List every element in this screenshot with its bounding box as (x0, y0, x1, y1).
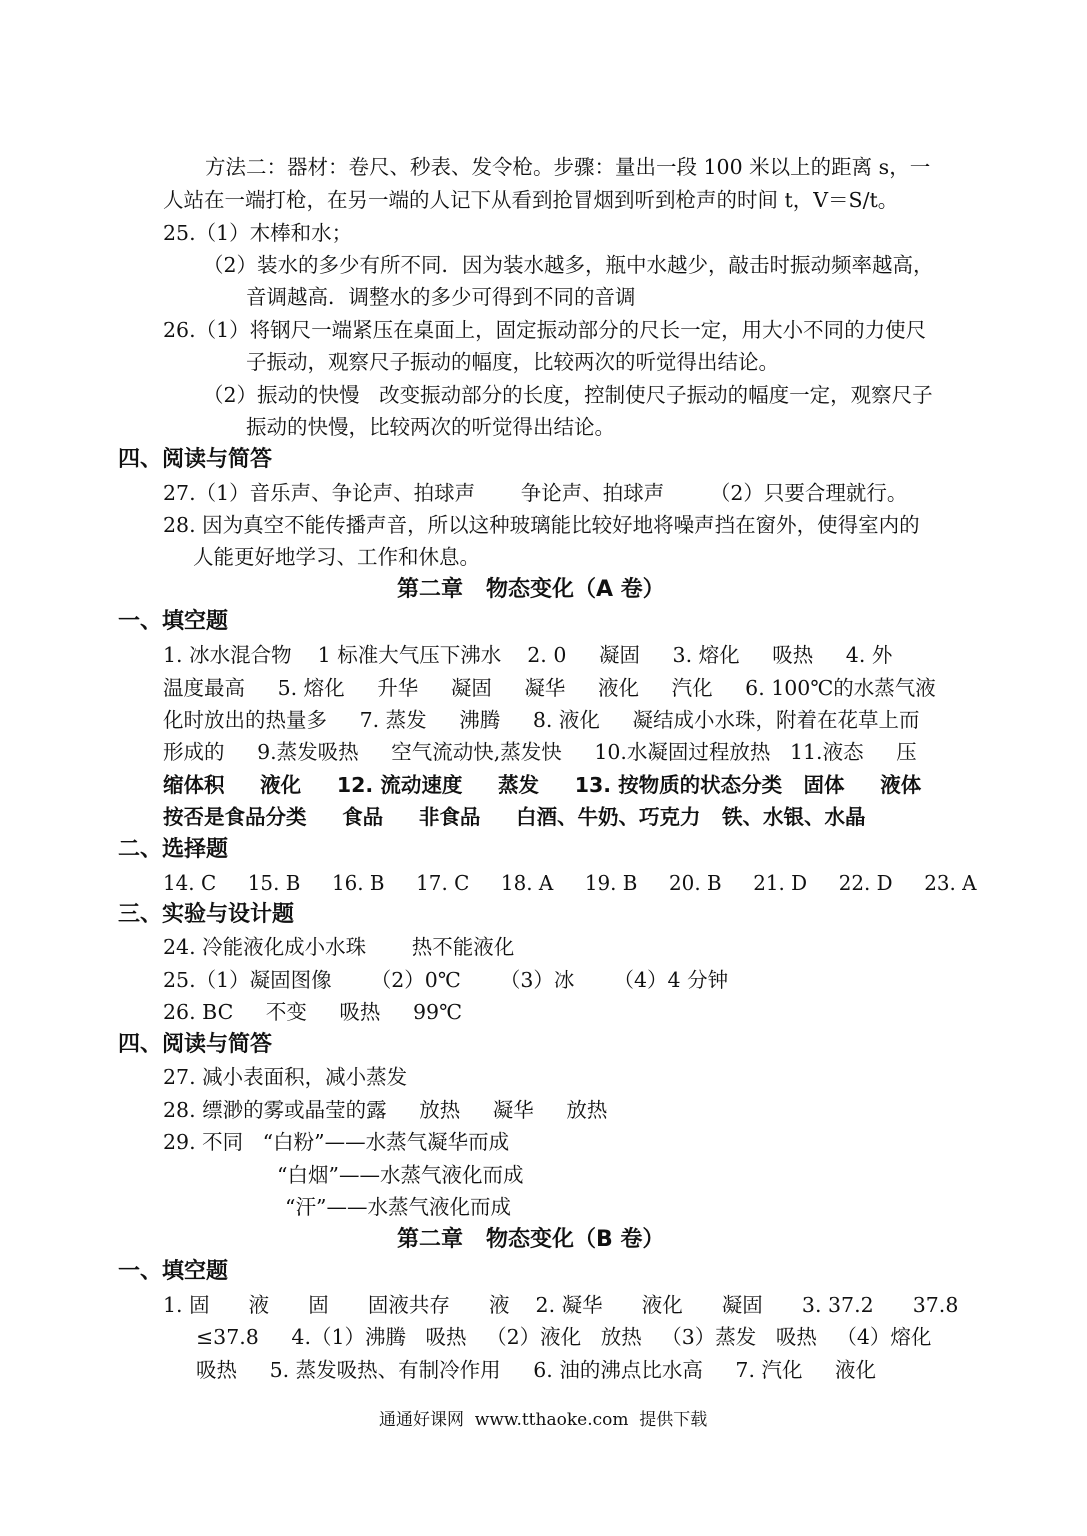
section-heading: 二、选择题 (118, 837, 229, 862)
text-line: 化时放出的热量多 7. 蒸发 沸腾 8. 液化 凝结成小水珠，附着在花草上而 (163, 708, 920, 732)
text-line: 吸热 5. 蒸发吸热、有制冷作用 6. 油的沸点比水高 7. 汽化 液化 (196, 1358, 877, 1382)
text-line: 26. BC 不变 吸热 99℃ (163, 1000, 463, 1024)
text-line: 人站在一端打枪，在另一端的人记下从看到抢冒烟到听到枪声的时间 t，V＝S/t。 (163, 188, 899, 212)
page-footer: 通通好课网 www.tthaoke.com 提供下载 (379, 1410, 708, 1430)
section-heading: 四、阅读与简答 (118, 447, 273, 472)
section-heading: 三、实验与设计题 (118, 902, 295, 927)
section-heading: 一、填空题 (118, 609, 229, 634)
text-line: 温度最高 5. 熔化 升华 凝固 凝华 液化 汽化 6. 100℃的水蒸气液 (163, 676, 936, 700)
text-line: 28. 因为真空不能传播声音，所以这种玻璃能比较好地将噪声挡在窗外，使得室内的 (163, 513, 920, 537)
text-line: 形成的 9.蒸发吸热 空气流动快,蒸发快 10.水凝固过程放热 11.液态 压 (163, 740, 917, 764)
text-line: 1. 固 液 固 固液共存 液 2. 凝华 液化 凝固 3. 37.2 37.8 (163, 1293, 959, 1317)
text-line: 方法二：器材：卷尺、秒表、发令枪。步骤：量出一段 100 米以上的距离 s，一 (205, 155, 931, 179)
text-line: “汗”——水蒸气液化而成 (285, 1195, 511, 1219)
chapter-title: 第二章 物态变化（B 卷） (397, 1227, 665, 1252)
text-line: （2）装水的多少有所不同．因为装水越多，瓶中水越少，敲击时振动频率越高， (203, 253, 934, 277)
text-line: 27. 减小表面积，减小蒸发 (163, 1065, 408, 1089)
text-line: “白烟”——水蒸气液化而成 (277, 1163, 524, 1187)
text-line: 26.（1）将钢尺一端紧压在桌面上，固定振动部分的尺长一定，用大小不同的力使尺 (163, 318, 927, 342)
text-line: 24. 冷能液化成小水珠 热不能液化 (163, 935, 515, 959)
text-line: 29. 不同 “白粉”——水蒸气凝华而成 (163, 1130, 510, 1154)
text-line: 人能更好地学习、工作和休息。 (193, 545, 480, 569)
text-line: 25.（1）木棒和水； (163, 221, 353, 245)
text-line: 28. 缥渺的雾或晶莹的露 放热 凝华 放热 (163, 1098, 608, 1122)
text-line: 音调越高．调整水的多少可得到不同的音调 (246, 285, 636, 309)
section-heading: 一、填空题 (118, 1259, 229, 1284)
text-line: ≤37.8 4.（1）沸腾 吸热 （2）液化 放热 （3）蒸发 吸热 （4）熔化 (196, 1325, 932, 1349)
chapter-title: 第二章 物态变化（A 卷） (397, 577, 665, 602)
section-heading: 四、阅读与简答 (118, 1032, 273, 1057)
text-line: 1. 冰水混合物 1 标准大气压下沸水 2. 0 凝固 3. 熔化 吸热 4. 外 (163, 643, 893, 667)
text-line: 振动的快慢，比较两次的听觉得出结论。 (246, 415, 615, 439)
text-line: 25.（1）凝固图像 （2）0℃ （3）冰 （4）4 分钟 (163, 968, 729, 992)
text-line: 子振动，观察尺子振动的幅度，比较两次的听觉得出结论。 (246, 350, 779, 374)
text-line: 按否是食品分类 食品 非食品 白酒、牛奶、巧克力 铁、水银、水晶 (163, 805, 866, 829)
text-line: （2）振动的快慢 改变振动部分的长度，控制使尺子振动的幅度一定，观察尺子 (203, 383, 933, 407)
text-line: 14. C 15. B 16. B 17. C 18. A 19. B 20. B 21. D 22. D 23. A (163, 871, 977, 895)
text-line: 缩体积 液化 12. 流动速度 蒸发 13. 按物质的状态分类 固体 液体 (163, 773, 922, 797)
text-line: 27.（1）音乐声、争论声、拍球声 争论声、拍球声 （2）只要合理就行。 (163, 481, 908, 505)
